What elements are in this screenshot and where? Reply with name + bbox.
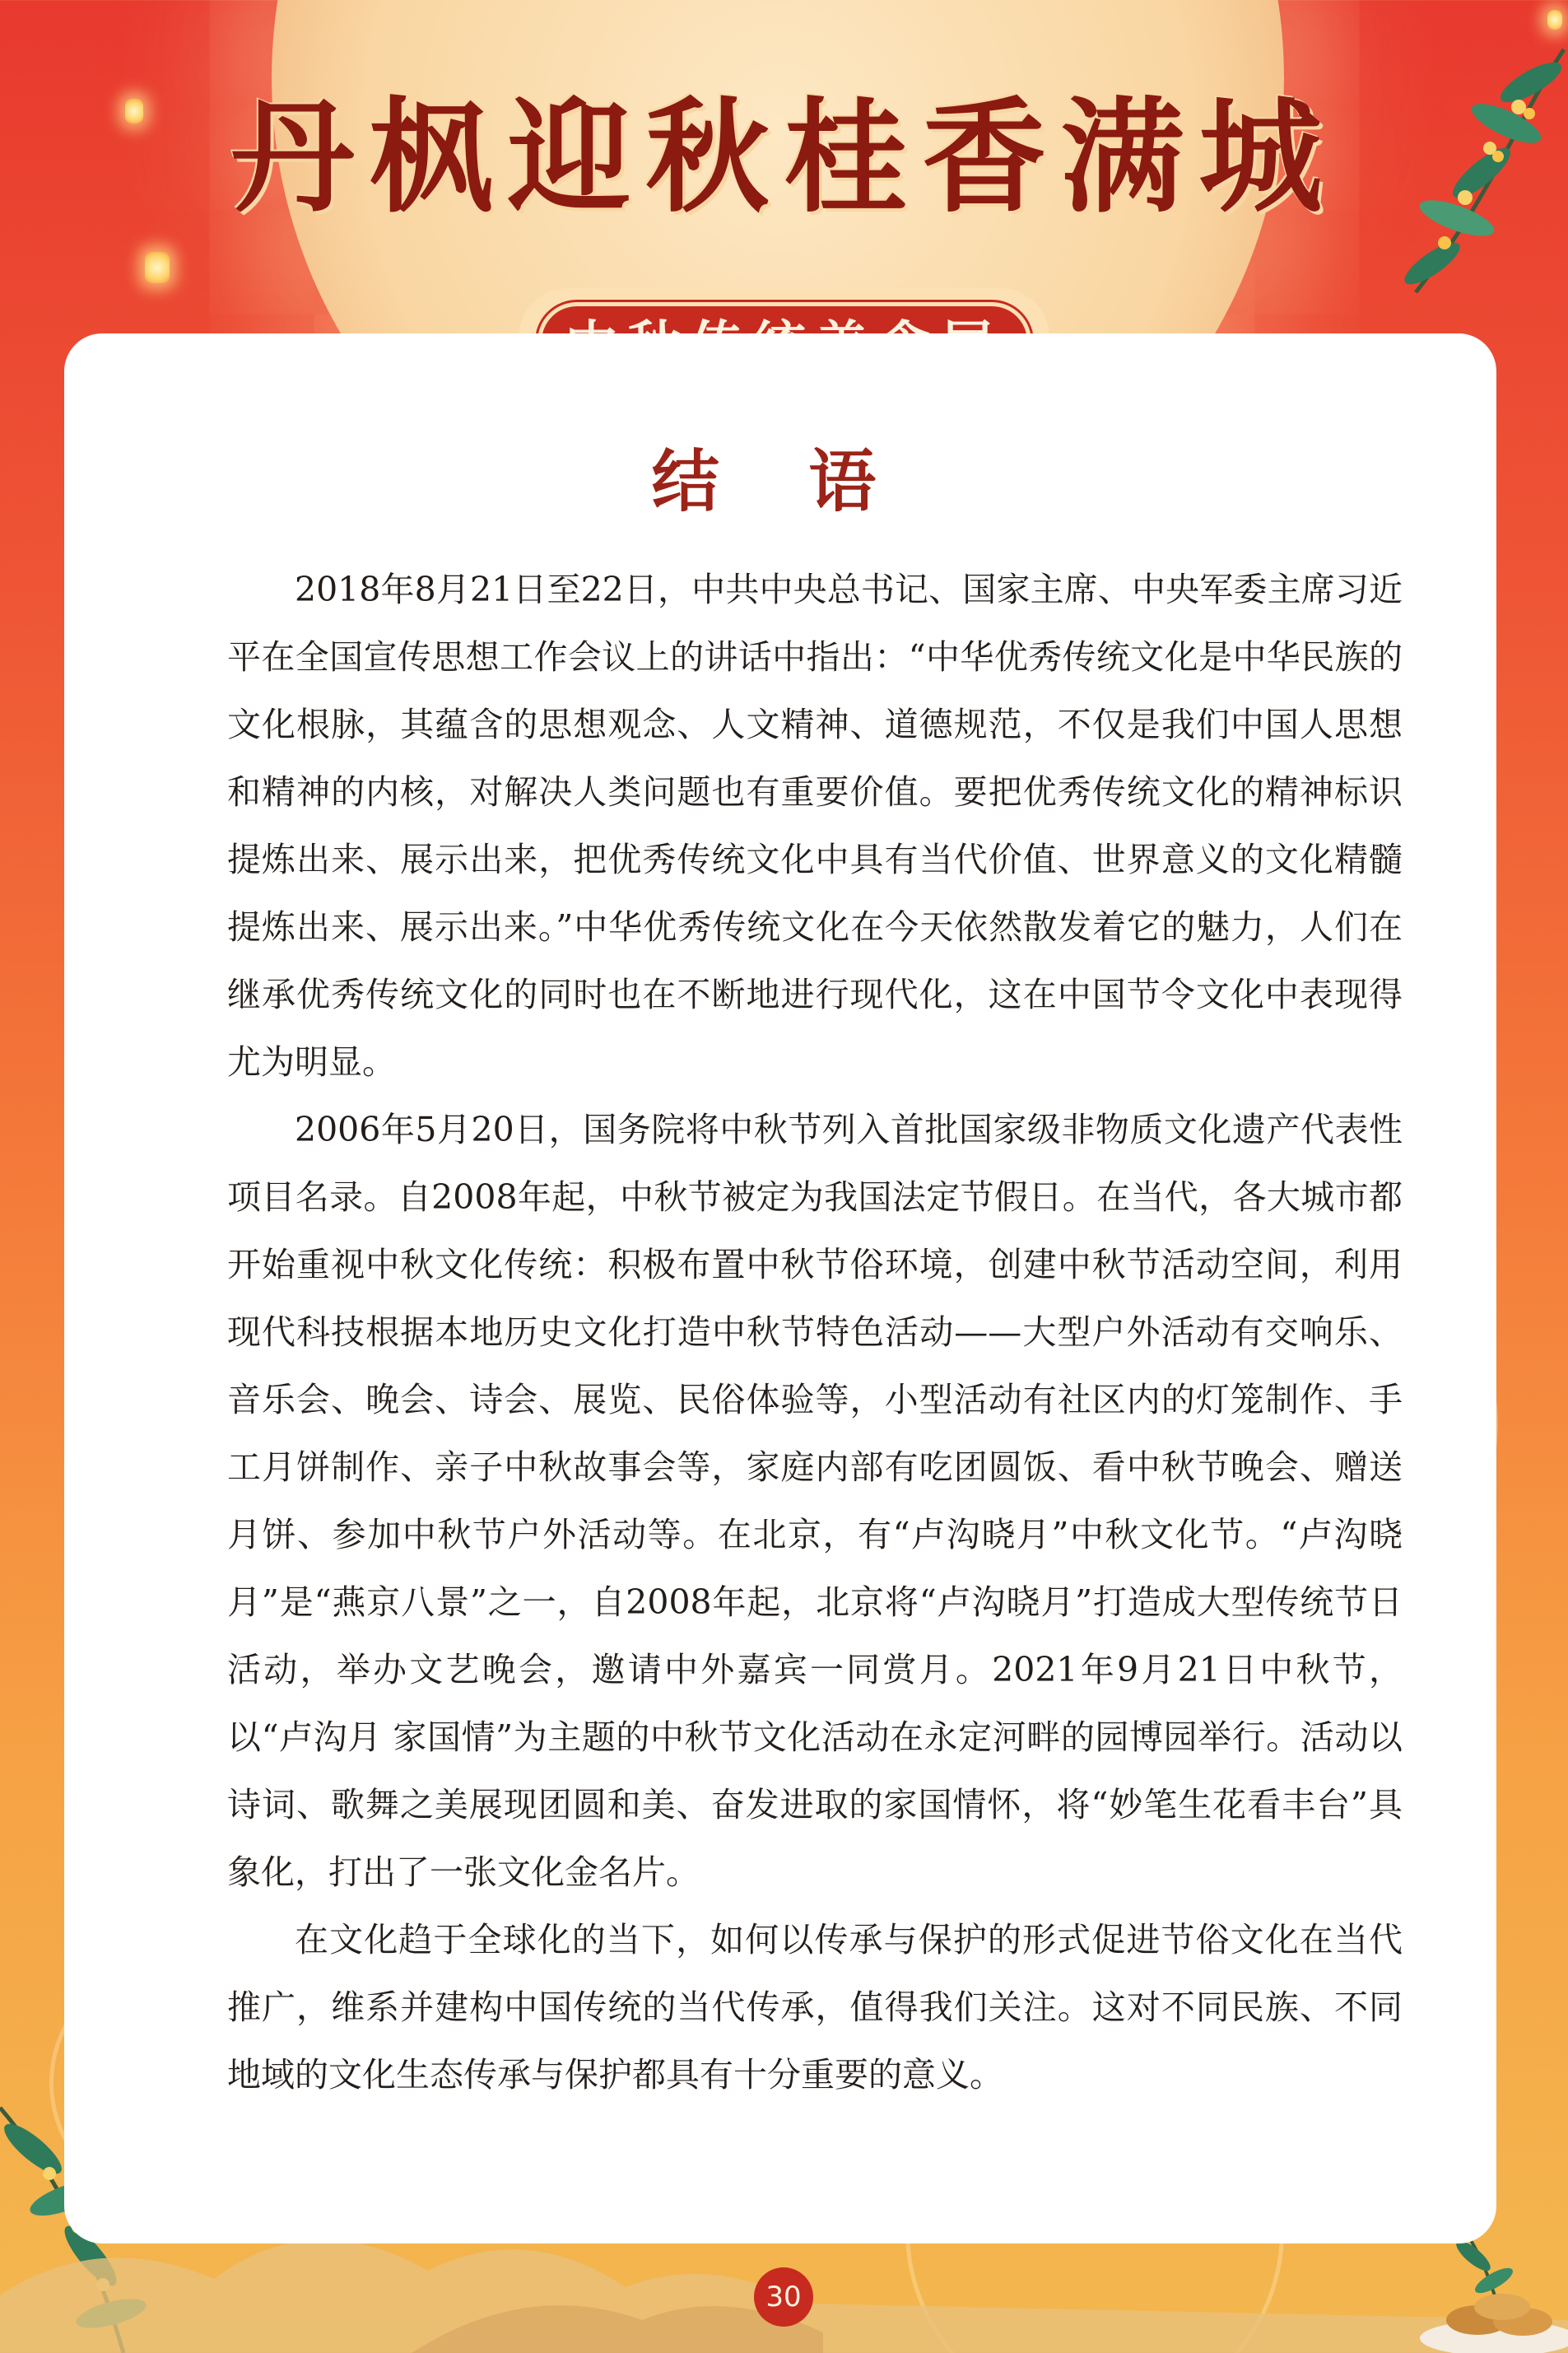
section-heading: 结 语	[651, 442, 910, 521]
sky-lantern-icon	[145, 252, 170, 283]
page-number-badge: 30	[754, 2267, 813, 2327]
paragraph: 2018年8月21日至22日，中共中央总书记、国家主席、中央军委主席习近平在全国宣传思想工作会议上的讲话中指出：“中华优秀传统文化是中华民族的文化根脉，其蕴含的思想观念、人文精神、道德规范，不仅是我们中国人思想和精神的内核，对解决人类问题也有重要价值。要把优秀传统文化的精神标识提炼出来、展示出来，把优秀传统文化中具有当代价值、世界意义的文化精髓提炼出来、展示出来。”中华优秀传统文化在今天依然散发着它的魅力，人们在继承优秀传统文化的同时也在不断地进行现代化，这在中国节令文化中表现得尤为明显。	[227, 570, 1403, 1082]
article-body	[227, 556, 1403, 2108]
page-title: 丹枫迎秋桂香满城	[230, 85, 1338, 230]
content-card	[64, 333, 1496, 2244]
paragraph: 2006年5月20日，国务院将中秋节列入首批国家级非物质文化遗产代表性项目名录。自2008年起，中秋节被定为我国法定节假日。在当代，各大城市都开始重视中秋文化传统：积极布置中秋节俗环境，创建中秋节活动空间，利用现代科技根据本地历史文化打造中秋节特色活动——大型户外活动有交响乐、音乐会、晚会、诗会、展览、民俗体验等，小型活动有社区内的灯笼制作、手工月饼制作、亲子中秋故事会等，家庭内部有吃团圆饭、看中秋节晚会、赠送月饼、参加中秋节户外活动等。在北京，有“卢沟晓月”中秋文化节。“卢沟晓月”是“燕京八景”之一，自2008年起，北京将“卢沟晓月”打造成大型传统节日活动，举办文艺晚会，邀请中外嘉宾一同赏月。2021年9月21日中秋节，以“卢沟月 家国情”为主题的中秋节文化活动在永定河畔的园博园举行。活动以诗词、歌舞之美展现团圆和美、奋发进取的家国情怀，将“妙笔生花看丰台”具象化，打出了一张文化金名片。	[227, 1110, 1403, 1892]
sky-lantern-icon	[1547, 10, 1562, 30]
paragraph: 在文化趋于全球化的当下，如何以传承与保护的形式促进节俗文化在当代推广，维系并建构中国传统的当代传承，值得我们关注。这对不同民族、不同地域的文化生态传承与保护都具有十分重要的意义。	[227, 1920, 1403, 2094]
